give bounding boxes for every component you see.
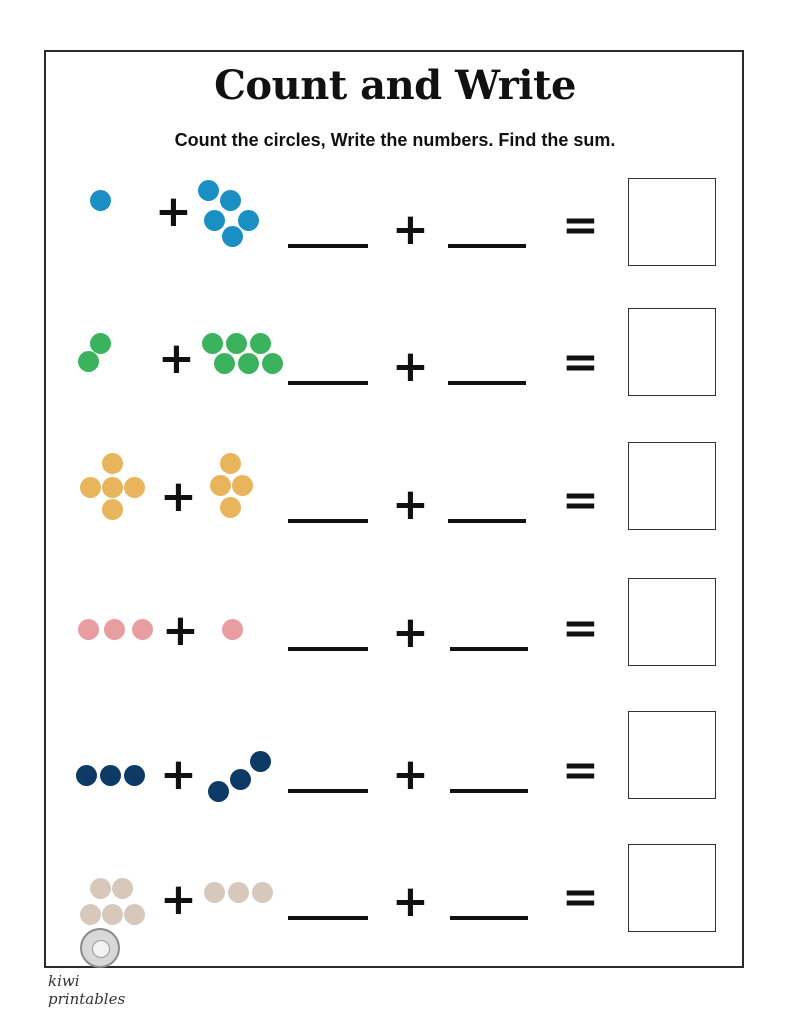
counting-circle (78, 619, 99, 640)
counting-circle (102, 477, 123, 498)
counting-circle (250, 333, 271, 354)
plus-sign: + (160, 471, 197, 522)
counting-circle (262, 353, 283, 374)
plus-sign: + (160, 874, 197, 925)
counting-circle (230, 769, 251, 790)
page-title: Count and Write (214, 62, 576, 109)
counting-circle (232, 475, 253, 496)
plus-sign: + (392, 479, 429, 530)
answer-blank[interactable] (448, 381, 526, 385)
counting-circle (226, 333, 247, 354)
plus-sign: + (162, 605, 199, 656)
counting-circle (90, 878, 111, 899)
equals-sign: = (562, 603, 599, 654)
kiwi-mascot-icon (80, 928, 120, 968)
answer-blank[interactable] (288, 244, 368, 248)
counting-circle (102, 499, 123, 520)
answer-blank[interactable] (288, 381, 368, 385)
counting-circle (124, 477, 145, 498)
plus-sign: + (392, 204, 429, 255)
counting-circle (220, 453, 241, 474)
counting-circle (238, 353, 259, 374)
counting-circle (100, 765, 121, 786)
answer-blank[interactable] (288, 647, 368, 651)
counting-circle (204, 210, 225, 231)
plus-sign: + (392, 876, 429, 927)
counting-circle (220, 190, 241, 211)
sum-answer-box[interactable] (628, 578, 716, 666)
plus-sign: + (158, 333, 195, 384)
plus-sign: + (392, 341, 429, 392)
counting-circle (214, 353, 235, 374)
counting-circle (112, 878, 133, 899)
counting-circle (76, 765, 97, 786)
sum-answer-box[interactable] (628, 308, 716, 396)
answer-blank[interactable] (450, 916, 528, 920)
counting-circle (222, 226, 243, 247)
answer-blank[interactable] (288, 916, 368, 920)
counting-circle (104, 619, 125, 640)
counting-circle (102, 904, 123, 925)
sum-answer-box[interactable] (628, 178, 716, 266)
counting-circle (90, 190, 111, 211)
counting-circle (78, 351, 99, 372)
sum-answer-box[interactable] (628, 442, 716, 530)
counting-circle (250, 751, 271, 772)
equals-sign: = (562, 337, 599, 388)
counting-circle (124, 904, 145, 925)
plus-sign: + (160, 749, 197, 800)
counting-circle (220, 497, 241, 518)
equals-sign: = (562, 200, 599, 251)
counting-circle (80, 477, 101, 498)
counting-circle (90, 333, 111, 354)
counting-circle (124, 765, 145, 786)
counting-circle (132, 619, 153, 640)
counting-circle (228, 882, 249, 903)
answer-blank[interactable] (288, 519, 368, 523)
sum-answer-box[interactable] (628, 711, 716, 799)
counting-circle (252, 882, 273, 903)
plus-sign: + (392, 607, 429, 658)
answer-blank[interactable] (448, 519, 526, 523)
equals-sign: = (562, 745, 599, 796)
logo-text: kiwi printables (48, 972, 126, 1008)
answer-blank[interactable] (450, 647, 528, 651)
counting-circle (208, 781, 229, 802)
instructions: Count the circles, Write the numbers. Find the sum. (174, 130, 616, 150)
counting-circle (102, 453, 123, 474)
counting-circle (198, 180, 219, 201)
equals-sign: = (562, 475, 599, 526)
counting-circle (238, 210, 259, 231)
counting-circle (204, 882, 225, 903)
sum-answer-box[interactable] (628, 844, 716, 932)
answer-blank[interactable] (450, 789, 528, 793)
answer-blank[interactable] (288, 789, 368, 793)
answer-blank[interactable] (448, 244, 526, 248)
logo (48, 928, 158, 1008)
counting-circle (202, 333, 223, 354)
counting-circle (222, 619, 243, 640)
plus-sign: + (392, 749, 429, 800)
plus-sign: + (155, 186, 192, 237)
equals-sign: = (562, 872, 599, 923)
counting-circle (210, 475, 231, 496)
counting-circle (80, 904, 101, 925)
